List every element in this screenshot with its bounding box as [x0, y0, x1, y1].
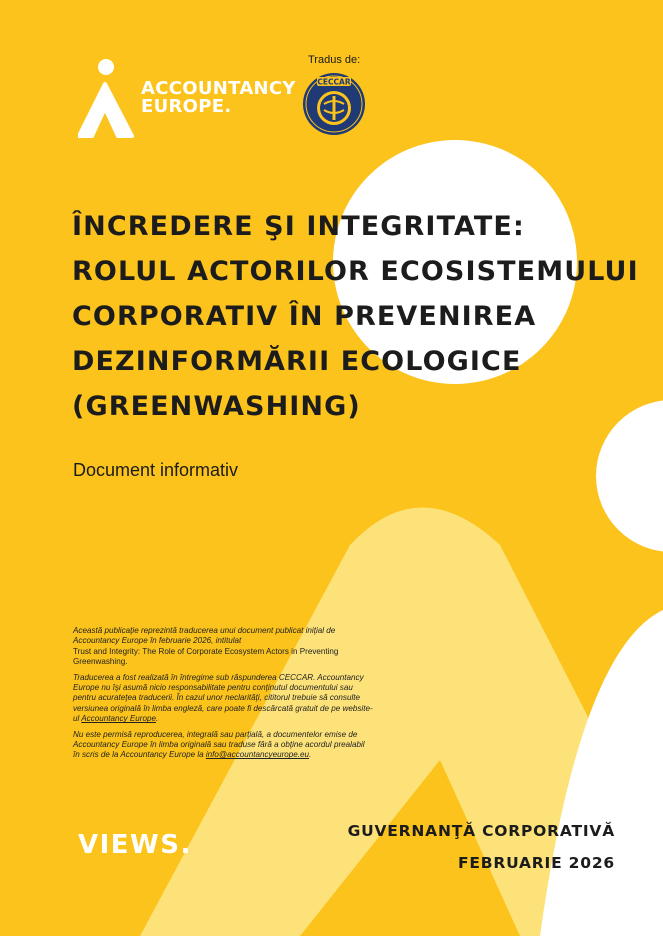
brand-line-2: EUROPE.: [141, 96, 232, 117]
disclaimer-p2-text: Traducerea a fost realizată în întregime sub răspunderea CECCAR. Accountancy Europe nu îşi asumă nicio responsabilitate pentru conţinutul documentului sau pentru acurateţea traducerii. În cazul unor neclarităţi, cititorul trebuie să consulte versiunea originală în limba engleză, care poate fi descărcată gratuit de pe website-ul: [73, 672, 373, 724]
disclaimer-p3-end: .: [309, 750, 312, 760]
contact-email-link[interactable]: info@accountancyeurope.eu: [205, 750, 310, 760]
brand-line-1: ACCOUNTANCY: [141, 78, 296, 99]
disclaimer-p1-text: Această publicaţie reprezintă traducerea unui document publicat iniţial de Accountancy Europe în februarie 2026, intitulat: [73, 626, 336, 646]
translated-by-label: Tradus de:: [308, 54, 361, 66]
title-line-2: ROLUL ACTORILOR ECOSISTEMULUI: [72, 256, 639, 287]
ceccar-seal-icon: [302, 70, 366, 138]
brand-name: [141, 80, 296, 116]
accountancy-europe-logo: [78, 58, 296, 140]
ceccar-seal-logo: [302, 70, 366, 143]
svg-text:CECCAR: CECCAR: [317, 77, 351, 87]
title-line-5: (GREENWASHING): [72, 391, 361, 422]
title-line-3: CORPORATIV ÎN PREVENIREA: [72, 301, 537, 332]
views-label: VIEWS.: [78, 830, 192, 860]
disclaimer-paragraph-2: [73, 673, 373, 725]
disclaimer-paragraph-3: [73, 730, 373, 761]
title-line-1: ÎNCREDERE ŞI INTEGRITATE:: [72, 211, 525, 242]
title-line-4: DEZINFORMĂRII ECOLOGICE: [72, 346, 522, 377]
ae-figure-icon: [78, 58, 138, 140]
disclaimer-paragraph-1: [73, 626, 373, 668]
accountancy-europe-link[interactable]: Accountancy Europe: [81, 714, 156, 724]
original-title: Trust and Integrity: The Role of Corporate Ecosystem Actors in Preventing Greenwashing.: [73, 646, 339, 667]
footer-meta: [348, 815, 615, 879]
disclaimer-p3-text: Nu este permisă reproducerea, integrală sau parţială, a documentelor emise de Accountancy Europe în limba originală sau traduse fără a obţine acordul prealabil în scris de la Accountancy Europe la: [73, 729, 365, 760]
translation-disclaimer: [73, 626, 373, 766]
date-label: FEBRUARIE 2026: [457, 854, 615, 872]
disclaimer-p2-end: .: [155, 714, 159, 724]
document-title: [72, 204, 639, 429]
category-label: GUVERNANŢĂ CORPORATIVĂ: [347, 822, 615, 840]
document-subtitle: Document informativ: [73, 460, 239, 480]
